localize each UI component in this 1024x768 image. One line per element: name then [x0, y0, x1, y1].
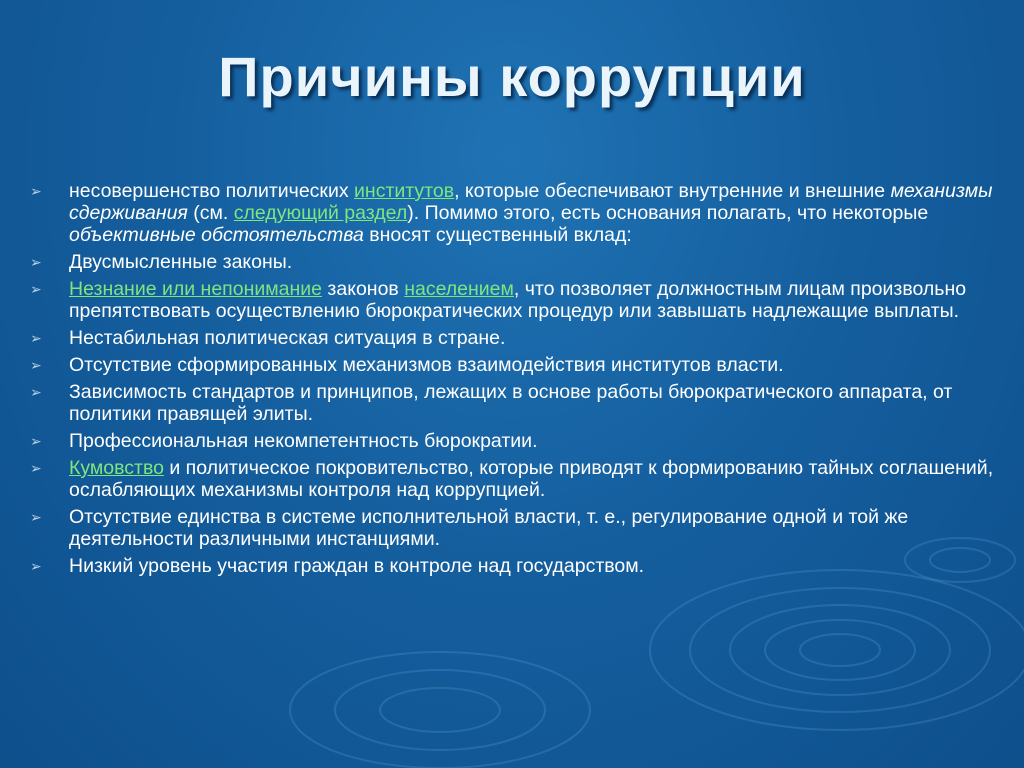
bullet-item — [30, 354, 995, 376]
bullet-text: вносят существенный вклад: — [363, 224, 632, 246]
hyperlink[interactable]: следующий раздел — [233, 202, 408, 224]
arrow-bullet-icon: ➢ — [30, 330, 42, 346]
bullet-item — [30, 555, 995, 577]
bullet-text: Отсутствие сформированных механизмов взаимодействия институтов власти. — [69, 354, 784, 376]
bullet-item — [30, 327, 995, 349]
bullet-text: и политическое покровительство, которые приводят к формированию тайных соглашений, ослабляющих механизмы контроля над коррупцией. — [69, 457, 994, 501]
arrow-bullet-icon: ➢ — [30, 384, 42, 400]
bullet-text: Профессиональная некомпетентность бюрократии. — [69, 430, 538, 452]
hyperlink[interactable]: Кумовство — [69, 457, 164, 479]
bullet-list — [30, 180, 995, 582]
bullet-text: Двусмысленные законы. — [69, 251, 293, 273]
arrow-bullet-icon: ➢ — [30, 460, 42, 476]
bullet-item — [30, 180, 995, 246]
hyperlink[interactable]: населением — [404, 278, 514, 300]
slide-title: Причины коррупции — [218, 45, 806, 108]
bullet-text: ). Помимо этого, есть основания полагать, что некоторые — [407, 202, 929, 224]
bullet-text: Нестабильная политическая ситуация в стране. — [69, 327, 506, 349]
bullet-item — [30, 251, 995, 273]
bullet-item — [30, 278, 995, 322]
bullet-text: Низкий уровень участия граждан в контроле над государством. — [69, 555, 645, 577]
bullet-text: (см. — [187, 202, 234, 224]
bullet-text: Зависимость стандартов и принципов, лежащих в основе работы бюрократического аппарата, от политики правящей элиты. — [69, 381, 953, 425]
italic-text: объективные обстоятельства — [69, 224, 364, 246]
bullet-item — [30, 381, 995, 425]
bullet-text: законов — [322, 278, 405, 300]
arrow-bullet-icon: ➢ — [30, 254, 42, 270]
italic-text: механизмы сдерживания — [69, 180, 993, 224]
arrow-bullet-icon: ➢ — [30, 558, 42, 574]
arrow-bullet-icon: ➢ — [30, 433, 42, 449]
bullet-item — [30, 506, 995, 550]
arrow-bullet-icon: ➢ — [30, 357, 42, 373]
arrow-bullet-icon: ➢ — [30, 281, 42, 297]
bullet-text: , что позволяет должностным лицам произвольно препятствовать осуществлению бюрократических процедур или завышать надлежащие выплаты. — [69, 278, 967, 322]
bullet-item — [30, 430, 995, 452]
hyperlink[interactable]: институтов — [354, 180, 455, 202]
bullet-text: несовершенство политических — [69, 180, 355, 202]
arrow-bullet-icon: ➢ — [30, 509, 42, 525]
bullet-text: , которые обеспечивают внутренние и внешние — [454, 180, 891, 202]
bullet-item — [30, 457, 995, 501]
hyperlink[interactable]: Незнание или непонимание — [69, 278, 322, 300]
bullet-text: Отсутствие единства в системе исполнительной власти, т. е., регулирование одной и той же деятельности различными инстанциями. — [69, 506, 909, 550]
arrow-bullet-icon: ➢ — [30, 183, 42, 199]
